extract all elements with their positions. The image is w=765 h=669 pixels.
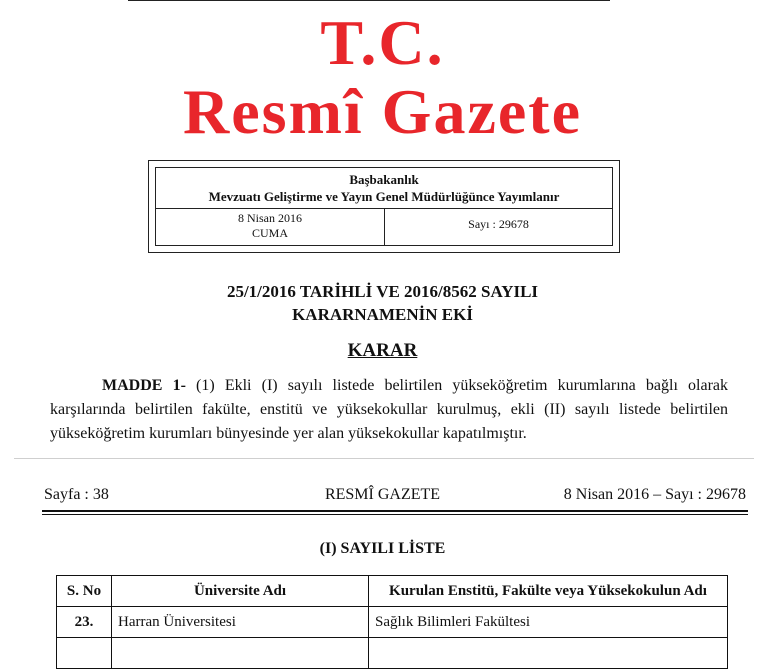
table-row <box>57 607 728 638</box>
masthead-tc: T.C. <box>320 7 445 78</box>
table-header-row <box>57 576 728 607</box>
issue-date-cell <box>156 209 385 245</box>
column-header-sno: S. No <box>57 576 112 607</box>
list-table <box>56 575 728 669</box>
issue-day: CUMA <box>251 226 288 240</box>
running-header-date: 8 Nisan 2016 – Sayı : 29678 <box>563 486 746 503</box>
decree-title-line1: 25/1/2016 TARİHLİ VE 2016/8562 SAYILI <box>226 282 539 301</box>
issue-date: 8 Nisan 2016 <box>238 211 302 225</box>
page-separator <box>14 458 754 459</box>
column-header-unit: Kurulan Enstitü, Fakülte veya Yüksekokulun Adı <box>369 576 728 607</box>
article-text: (1) Ekli (I) sayılı listede belirtilen yükseköğretim kurumlarına bağlı olarak karşılarında belirtilen fakülte, enstitü ve yüksekokullar kurulmuş, ekli (II) sayılı listede belirtilen yükseköğretim kurumları bünyesinde yer alan yüksekokullar kapatılmıştır. <box>50 377 729 442</box>
article-label: MADDE 1- <box>102 377 186 394</box>
running-header-title: RESMÎ GAZETE <box>324 486 441 503</box>
publisher-description: Mevzuatı Geliştirme ve Yayın Genel Müdürlüğünce Yayımlanır <box>208 189 560 204</box>
table-row <box>57 638 728 669</box>
column-header-university: Üniversite Adı <box>112 576 369 607</box>
article-paragraph <box>50 374 728 446</box>
publisher-name: Başbakanlık <box>349 172 419 187</box>
publisher-block <box>156 168 612 209</box>
cell-university <box>112 638 369 669</box>
decree-heading <box>0 340 765 362</box>
issue-number: Sayı : 29678 <box>468 217 529 231</box>
cell-university: Harran Üniversitesi <box>112 607 369 638</box>
publication-info-box <box>148 160 620 253</box>
running-header-page: Sayfa : 38 <box>44 486 109 503</box>
header-rule-thin <box>42 514 748 515</box>
list-title: (I) SAYILI LİSTE <box>319 540 446 557</box>
decree-heading-text: KARAR <box>347 340 418 361</box>
publication-info-inner <box>155 167 613 246</box>
cell-unit: Sağlık Bilimleri Fakültesi <box>369 607 728 638</box>
masthead-title: Resmî Gazete <box>183 76 582 147</box>
header-rule-thick <box>42 510 748 512</box>
cell-sno: 23. <box>57 607 112 638</box>
top-rule <box>128 0 610 1</box>
cell-sno <box>57 638 112 669</box>
cell-unit <box>369 638 728 669</box>
decree-title-line2: KARARNAMENİN EKİ <box>292 305 473 324</box>
